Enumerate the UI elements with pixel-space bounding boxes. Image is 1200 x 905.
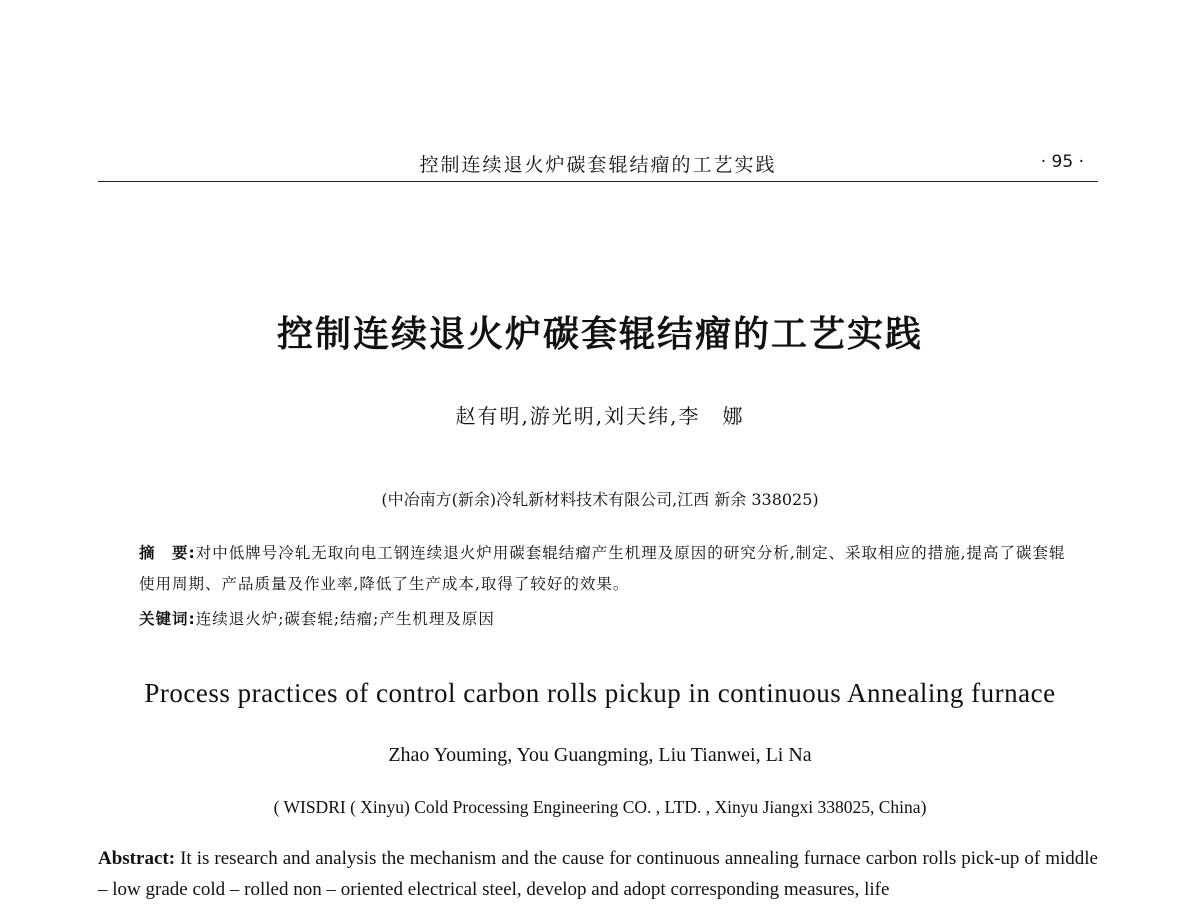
paper-title-cn: 控制连续退火炉碳套辊结瘤的工艺实践: [276, 314, 923, 355]
abstract-cn: [139, 538, 1069, 600]
affiliation-en: ( WISDRI ( Xinyu) Cold Processing Engineering CO. , LTD. , Xinyu Jiangxi 338025, China): [273, 797, 927, 817]
authors-en: Zhao Youming, You Guangming, Liu Tianwei, Li Na: [388, 744, 812, 766]
keywords-cn-text: 连续退火炉;碳套辊;结瘤;产生机理及原因: [195, 610, 495, 628]
abstract-en-label: Abstract:: [98, 848, 176, 869]
affiliation-cn: (中冶南方(新余)冷轧新材料技术有限公司,江西 新余 338025): [381, 490, 819, 509]
abstract-en-text: It is research and analysis the mechanism and the cause for continuous annealing furnace carbon rolls pick-up of middle – low grade cold – rolled non – oriented electrical steel, develop and adopt corresponding measures, life: [98, 848, 1098, 900]
keywords-cn-label: 关键词:: [139, 610, 196, 628]
running-title: 控制连续退火炉碳套辊结瘤的工艺实践: [419, 154, 777, 176]
abstract-cn-text: 对中低牌号冷轧无取向电工钢连续退火炉用碳套辊结瘤产生机理及原因的研究分析,制定、采取相应的措施,提高了碳套辊使用周期、产品质量及作业率,降低了生产成本,取得了较好的效果。: [139, 544, 1066, 593]
paper-title-en: Process practices of control carbon rolls pickup in continuous Annealing furnace: [144, 678, 1056, 708]
running-header: [98, 150, 1098, 178]
keywords-cn: [139, 607, 1069, 631]
abstract-en: [98, 843, 1098, 905]
abstract-cn-label: 摘 要:: [139, 544, 196, 562]
header-rule: [98, 181, 1098, 182]
page-number: · 95 ·: [1040, 152, 1084, 172]
authors-cn: 赵有明,游光明,刘天纬,李 娜: [455, 404, 745, 428]
